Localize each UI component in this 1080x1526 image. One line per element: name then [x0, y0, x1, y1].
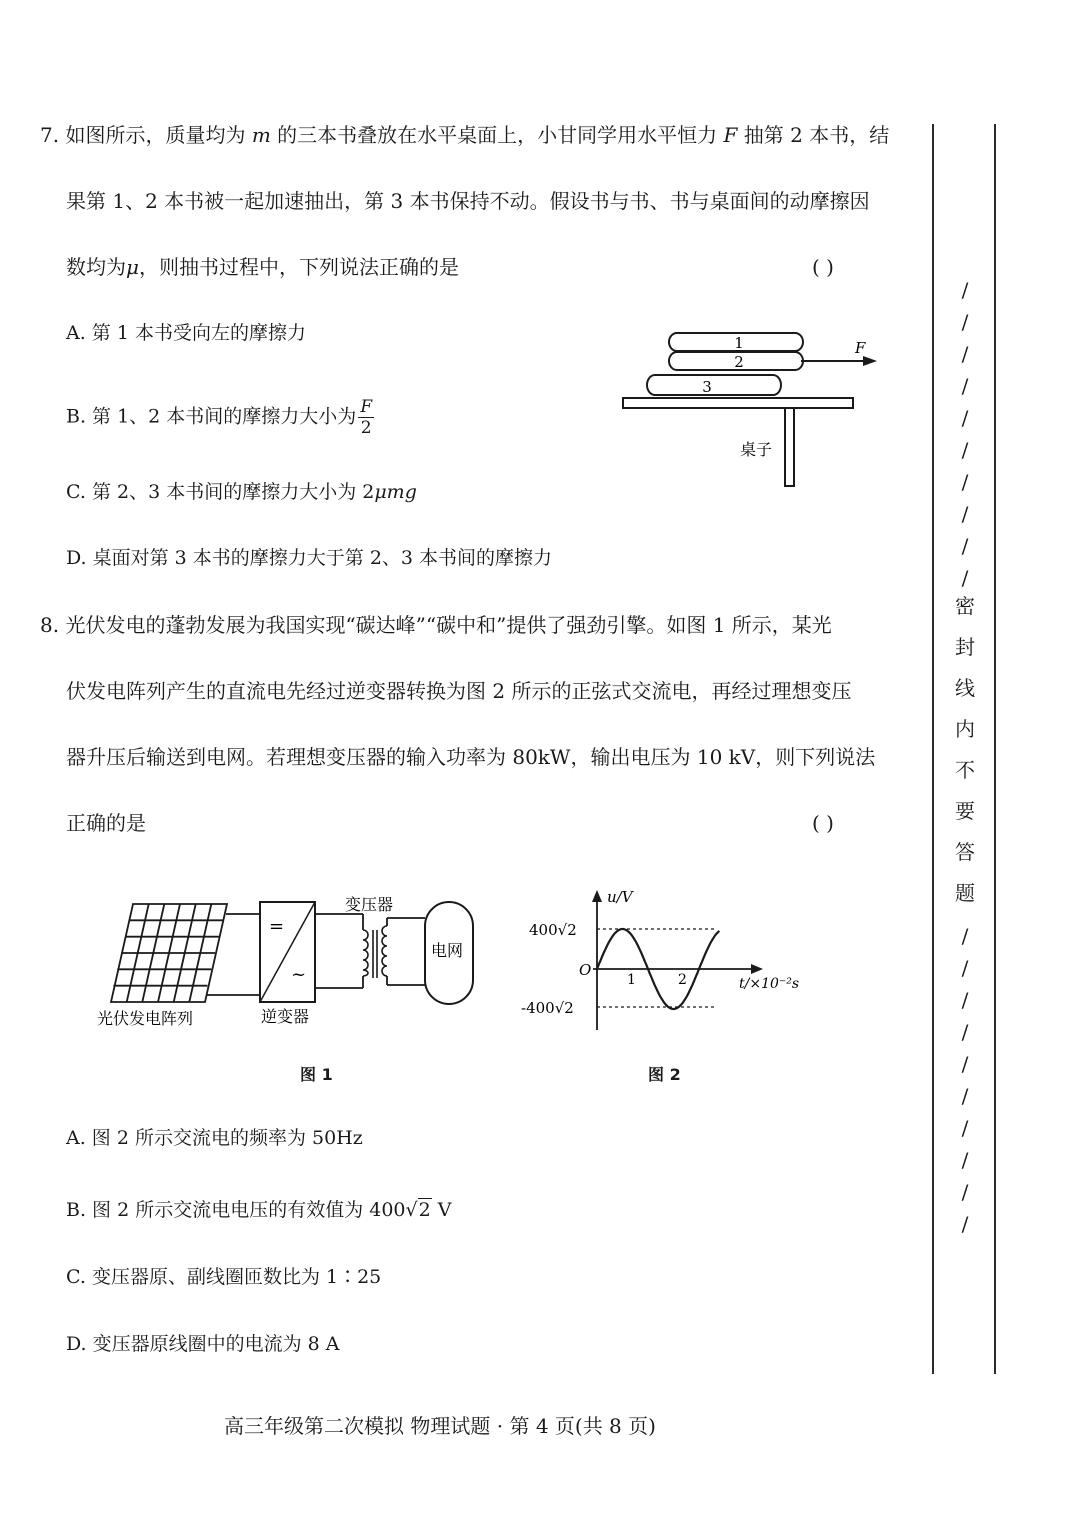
force-label: F [855, 339, 866, 357]
q8-option-b [66, 1196, 451, 1224]
q7-text-3a: 数均为 [66, 255, 126, 279]
book-3-label: 3 [702, 378, 712, 396]
q7-answer-paren: ( ) [812, 255, 834, 279]
binding-margin [932, 124, 998, 1374]
q8-figure-1 [95, 890, 485, 1040]
book-2-label: 2 [734, 353, 744, 371]
grid-label: 电网 [431, 941, 464, 960]
q7-var-mu: μ [126, 255, 139, 279]
x-axis-label: t/×10⁻²s [739, 976, 800, 992]
q8-option-b-text: B. 图 2 所示交流电电压的有效值为 400 [66, 1199, 406, 1221]
binding-slash: / [961, 470, 969, 494]
dc-symbol: = [269, 916, 285, 937]
x-axis-arrow [751, 964, 763, 974]
q7-text-3b: ，则抽书过程中，下列说法正确的是 [139, 255, 459, 279]
page-footer: 高三年级第二次模拟 物理试题 · 第 4 页(共 8 页) [224, 1414, 656, 1438]
binding-slash: / [961, 502, 969, 526]
y-tick-negative-peak: -400√2 [521, 999, 574, 1017]
x-tick-2: 2 [678, 972, 687, 988]
binding-slash: / [961, 310, 969, 334]
q7-option-c-var: μmg [374, 481, 417, 503]
binding-slash: / [961, 342, 969, 366]
y-tick-positive-peak: 400√2 [529, 921, 577, 939]
origin-label: O [579, 961, 592, 979]
binding-slash: / [961, 956, 969, 980]
binding-line-left [932, 124, 934, 1374]
seal-char: 题 [955, 881, 975, 905]
q8-figure-2-chart [515, 882, 815, 1032]
figure-1-caption: 图 1 [300, 1065, 333, 1084]
q8-line-3: 器升压后输送到电网。若理想变压器的输入功率为 80kW，输出电压为 10 kV，则下列说法 [66, 745, 876, 769]
q7-option-c-text: C. 第 2、3 本书间的摩擦力大小为 2 [66, 481, 375, 503]
x-tick-1: 1 [627, 972, 636, 988]
ac-symbol: ~ [291, 964, 307, 985]
q7-text-1a: 如图所示，质量均为 [65, 123, 246, 147]
q7-books-figure [615, 325, 885, 495]
binding-slash: / [961, 374, 969, 398]
seal-char: 封 [955, 635, 975, 659]
binding-slash: / [961, 438, 969, 462]
binding-slash: / [961, 534, 969, 558]
q8-option-d: D. 变压器原线圈中的电流为 8 A [66, 1333, 340, 1355]
q7-var-m: m [251, 123, 271, 147]
binding-line-right [994, 124, 996, 1374]
book-1-label: 1 [734, 334, 744, 352]
q7-option-b [66, 397, 374, 438]
binding-slash: / [961, 1084, 969, 1108]
q7-var-f: F [723, 123, 738, 147]
seal-char: 密 [955, 594, 975, 618]
force-arrowhead [863, 356, 877, 366]
q8-option-c: C. 变压器原、副线圈匝数比为 1∶25 [66, 1266, 382, 1288]
binding-slash: / [961, 988, 969, 1012]
binding-slash: / [961, 1116, 969, 1140]
transformer-label: 变压器 [345, 895, 394, 914]
q7-option-b-text: B. 第 1、2 本书间的摩擦力大小为 [66, 405, 357, 428]
seal-char: 要 [955, 799, 975, 823]
book-3-shape [647, 375, 781, 395]
solar-panel-icon [111, 904, 227, 1002]
figure-2-caption: 图 2 [648, 1065, 681, 1084]
seal-char: 不 [955, 758, 975, 782]
binding-slashes-bottom [950, 920, 980, 1240]
q7-option-b-fraction: $\frac{F}{2}$ [360, 397, 373, 438]
q8-answer-paren: ( ) [812, 811, 834, 835]
binding-slash: / [961, 1020, 969, 1044]
q8-text-1: 光伏发电的蓬勃发展为我国实现“碳达峰”“碳中和”提供了强劲引擎。如图 1 所示，某光 [65, 613, 832, 637]
table-leg [785, 408, 794, 486]
q8-line-1 [40, 611, 832, 639]
q7-line-3 [66, 253, 459, 281]
q8-option-a: A. 图 2 所示交流电的频率为 50Hz [66, 1127, 363, 1149]
q7-number: 7. [40, 123, 60, 147]
q7-line-2: 果第 1、2 本书被一起加速抽出，第 3 本书保持不动。假设书与书、书与桌面间的动摩擦因 [66, 189, 870, 213]
q7-option-c [66, 478, 417, 506]
q8-line-2: 伏发电阵列产生的直流电先经过逆变器转换为图 2 所示的正弦式交流电，再经过理想变压 [66, 679, 852, 703]
q7-text-1c: 抽第 2 本书，结 [743, 123, 890, 147]
binding-slash: / [961, 924, 969, 948]
binding-slash: / [961, 278, 969, 302]
y-axis-arrow [592, 890, 602, 902]
seal-line-notice [950, 586, 980, 914]
binding-slashes-top [950, 274, 980, 594]
binding-slash: / [961, 1052, 969, 1076]
q8-option-b-sqrt: √2 [405, 1199, 431, 1221]
table-top [623, 398, 853, 408]
q8-option-b-unit: V [431, 1199, 452, 1221]
y-axis-label: u/V [607, 888, 633, 906]
transformer-icon [363, 926, 387, 978]
binding-slash: / [961, 406, 969, 430]
q7-text-1b: 的三本书叠放在水平桌面上，小甘同学用水平恒力 [277, 123, 718, 147]
binding-slash: / [961, 1212, 969, 1236]
table-label: 桌子 [740, 440, 773, 459]
q7-line-1 [40, 121, 889, 149]
q8-number: 8. [40, 613, 60, 637]
seal-char: 线 [955, 676, 975, 700]
binding-slash: / [961, 1148, 969, 1172]
seal-char: 答 [955, 840, 975, 864]
q8-line-4: 正确的是 [66, 811, 146, 835]
binding-slash: / [961, 566, 969, 590]
q7-option-a: A. 第 1 本书受向左的摩擦力 [66, 322, 306, 344]
pv-array-label: 光伏发电阵列 [97, 1009, 194, 1028]
binding-slash: / [961, 1180, 969, 1204]
seal-char: 内 [955, 717, 975, 741]
q7-option-d: D. 桌面对第 3 本书的摩擦力大于第 2、3 本书间的摩擦力 [66, 547, 553, 569]
inverter-label: 逆变器 [261, 1007, 310, 1026]
